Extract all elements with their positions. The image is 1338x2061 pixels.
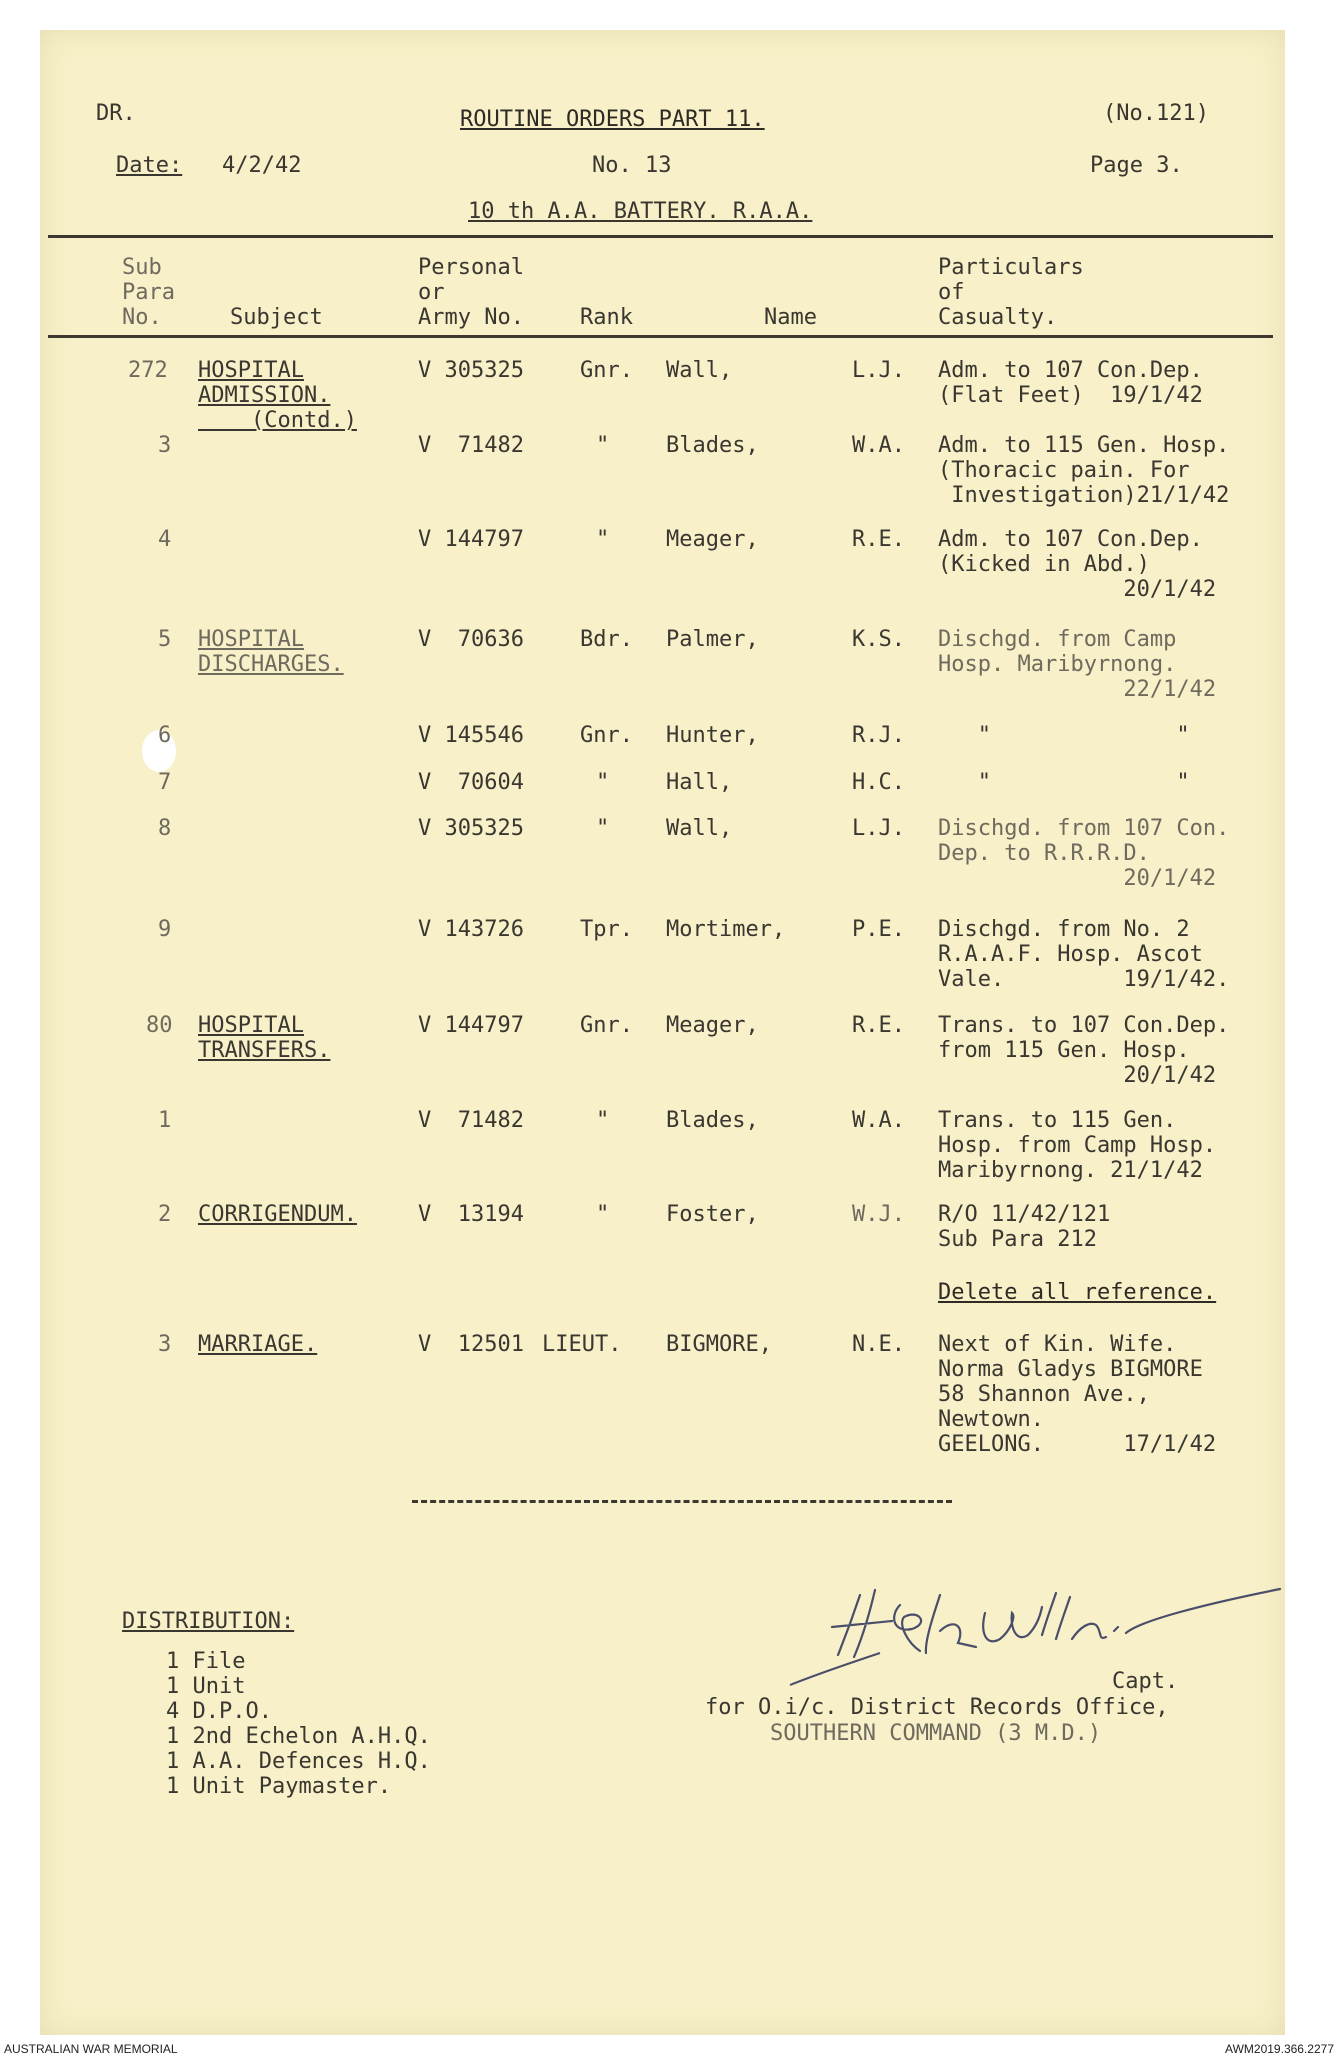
sub-para-no: 272 bbox=[128, 358, 168, 383]
particulars: Dischgd. from Camp Hosp. Maribyrnong. 22/1/42 bbox=[938, 627, 1217, 702]
surname: Blades, bbox=[666, 1108, 759, 1133]
sub-para-no: 7 bbox=[158, 770, 172, 795]
unit-name: 10 th A.A. BATTERY. R.A.A. bbox=[468, 199, 813, 224]
surname: Wall, bbox=[666, 358, 733, 383]
surname: Meager, bbox=[666, 527, 759, 552]
army-no: V 12501 bbox=[418, 1332, 524, 1357]
rank: " bbox=[596, 1108, 610, 1133]
surname: Hunter, bbox=[666, 723, 759, 748]
surname: Meager, bbox=[666, 1013, 759, 1038]
rank: Gnr. bbox=[580, 1013, 633, 1038]
rank: Tpr. bbox=[580, 917, 633, 942]
rank: Bdr. bbox=[580, 627, 633, 652]
distribution-item: 1 Unit Paymaster. bbox=[166, 1774, 392, 1799]
particulars: Adm. to 107 Con.Dep. (Kicked in Abd.) 20/1/42 bbox=[938, 527, 1217, 602]
end-rule bbox=[412, 1500, 952, 1503]
initials: W.A. bbox=[852, 1108, 905, 1133]
distribution-item: 4 D.P.O. bbox=[166, 1699, 272, 1724]
corrigendum-note: Delete all reference. bbox=[938, 1280, 1217, 1305]
particulars: Adm. to 107 Con.Dep. (Flat Feet) 19/1/42 bbox=[938, 358, 1203, 408]
document-page bbox=[40, 30, 1285, 2036]
sub-para-no: 8 bbox=[158, 816, 172, 841]
reference-code: DR. bbox=[96, 101, 136, 126]
sub-para-no: 80 bbox=[146, 1013, 173, 1038]
order-no: No. 13 bbox=[592, 153, 672, 178]
subject: MARRIAGE. bbox=[198, 1332, 318, 1357]
col-personal-no: Personal or Army No. bbox=[418, 255, 524, 330]
particulars: Trans. to 115 Gen. Hosp. from Camp Hosp. Maribyrnong. 21/1/42 bbox=[938, 1108, 1217, 1183]
initials: H.C. bbox=[852, 770, 905, 795]
col-subject: Subject bbox=[230, 305, 323, 330]
archive-name: AUSTRALIAN WAR MEMORIAL bbox=[4, 2042, 178, 2056]
order-date: 4/2/42 bbox=[222, 153, 302, 178]
sub-para-no: 4 bbox=[158, 527, 172, 552]
subject: HOSPITAL TRANSFERS. bbox=[198, 1013, 331, 1063]
distribution-item: 1 Unit bbox=[166, 1674, 246, 1699]
particulars: Dischgd. from 107 Con. Dep. to R.R.R.D. 20/1/42 bbox=[938, 816, 1230, 891]
document-title: ROUTINE ORDERS PART 11. bbox=[460, 107, 765, 132]
surname: Blades, bbox=[666, 433, 759, 458]
sub-para-no: 6 bbox=[158, 723, 172, 748]
distribution-item: 1 A.A. Defences H.Q. bbox=[166, 1749, 431, 1774]
army-no: V 144797 bbox=[418, 1013, 524, 1038]
rank: " bbox=[596, 770, 610, 795]
page-number: Page 3. bbox=[1090, 153, 1183, 178]
signatory-line2: SOUTHERN COMMAND (3 M.D.) bbox=[770, 1721, 1102, 1746]
col-sub-para: Sub Para No. bbox=[122, 255, 175, 330]
particulars: Next of Kin. Wife. Norma Gladys BIGMORE 58 Shannon Ave., Newtown. GEELONG. 17/1/42 bbox=[938, 1332, 1217, 1457]
sub-para-no: 3 bbox=[158, 1332, 172, 1357]
surname: Wall, bbox=[666, 816, 733, 841]
distribution-item: 1 2nd Echelon A.H.Q. bbox=[166, 1724, 431, 1749]
signatory-rank: Capt. bbox=[1112, 1669, 1179, 1694]
rank: " bbox=[596, 433, 610, 458]
surname: Foster, bbox=[666, 1202, 759, 1227]
army-no: V 305325 bbox=[418, 358, 524, 383]
army-no: V 70604 bbox=[418, 770, 524, 795]
col-name: Name bbox=[764, 305, 817, 330]
rank: LIEUT. bbox=[542, 1332, 622, 1357]
sub-para-no: 9 bbox=[158, 917, 172, 942]
subject: HOSPITAL DISCHARGES. bbox=[198, 627, 344, 677]
particulars: Adm. to 115 Gen. Hosp. (Thoracic pain. For Investigation)21/1/42 bbox=[938, 433, 1230, 508]
initials: W.A. bbox=[852, 433, 905, 458]
initials: P.E. bbox=[852, 917, 905, 942]
sub-para-no: 5 bbox=[158, 627, 172, 652]
initials: N.E. bbox=[852, 1332, 905, 1357]
army-no: V 71482 bbox=[418, 433, 524, 458]
initials: W.J. bbox=[852, 1202, 905, 1227]
subject: HOSPITAL ADMISSION. (Contd.) bbox=[198, 358, 357, 433]
surname: Hall, bbox=[666, 770, 733, 795]
sub-para-no: 3 bbox=[158, 433, 172, 458]
column-header-rule bbox=[48, 335, 1273, 338]
particulars: Trans. to 107 Con.Dep. from 115 Gen. Hosp. 20/1/42 bbox=[938, 1013, 1230, 1088]
rank: " bbox=[596, 816, 610, 841]
initials: L.J. bbox=[852, 358, 905, 383]
particulars: Dischgd. from No. 2 R.A.A.F. Hosp. Ascot Vale. 19/1/42. bbox=[938, 917, 1230, 992]
army-no: V 70636 bbox=[418, 627, 524, 652]
date-label: Date: bbox=[116, 153, 183, 178]
army-no: V 143726 bbox=[418, 917, 524, 942]
army-no: V 145546 bbox=[418, 723, 524, 748]
distribution-heading: DISTRIBUTION: bbox=[122, 1609, 295, 1634]
army-no: V 13194 bbox=[418, 1202, 524, 1227]
initials: K.S. bbox=[852, 627, 905, 652]
surname: Mortimer, bbox=[666, 917, 786, 942]
rank: " bbox=[596, 527, 610, 552]
archive-reference: AWM2019.366.2277 bbox=[1225, 2042, 1334, 2056]
army-no: V 305325 bbox=[418, 816, 524, 841]
surname: Palmer, bbox=[666, 627, 759, 652]
signatory-line1: for O.i/c. District Records Office, bbox=[705, 1695, 1169, 1720]
order-number: (No.121) bbox=[1103, 101, 1209, 126]
initials: L.J. bbox=[852, 816, 905, 841]
initials: R.E. bbox=[852, 527, 905, 552]
sub-para-no: 2 bbox=[158, 1202, 172, 1227]
surname: BIGMORE, bbox=[666, 1332, 772, 1357]
particulars: " " bbox=[938, 723, 1190, 748]
rank: " bbox=[596, 1202, 610, 1227]
particulars: R/O 11/42/121 Sub Para 212 bbox=[938, 1202, 1111, 1252]
rank: Gnr. bbox=[580, 358, 633, 383]
army-no: V 144797 bbox=[418, 527, 524, 552]
subject: CORRIGENDUM. bbox=[198, 1202, 357, 1227]
rank: Gnr. bbox=[580, 723, 633, 748]
particulars: " " bbox=[938, 770, 1190, 795]
initials: R.E. bbox=[852, 1013, 905, 1038]
army-no: V 71482 bbox=[418, 1108, 524, 1133]
distribution-item: 1 File bbox=[166, 1649, 246, 1674]
archive-footer bbox=[0, 2035, 1338, 2061]
header-rule bbox=[48, 235, 1273, 238]
initials: R.J. bbox=[852, 723, 905, 748]
col-rank: Rank bbox=[580, 305, 633, 330]
handwritten-signature bbox=[780, 1535, 1300, 1695]
col-particulars: Particulars of Casualty. bbox=[938, 255, 1084, 330]
sub-para-no: 1 bbox=[158, 1108, 172, 1133]
